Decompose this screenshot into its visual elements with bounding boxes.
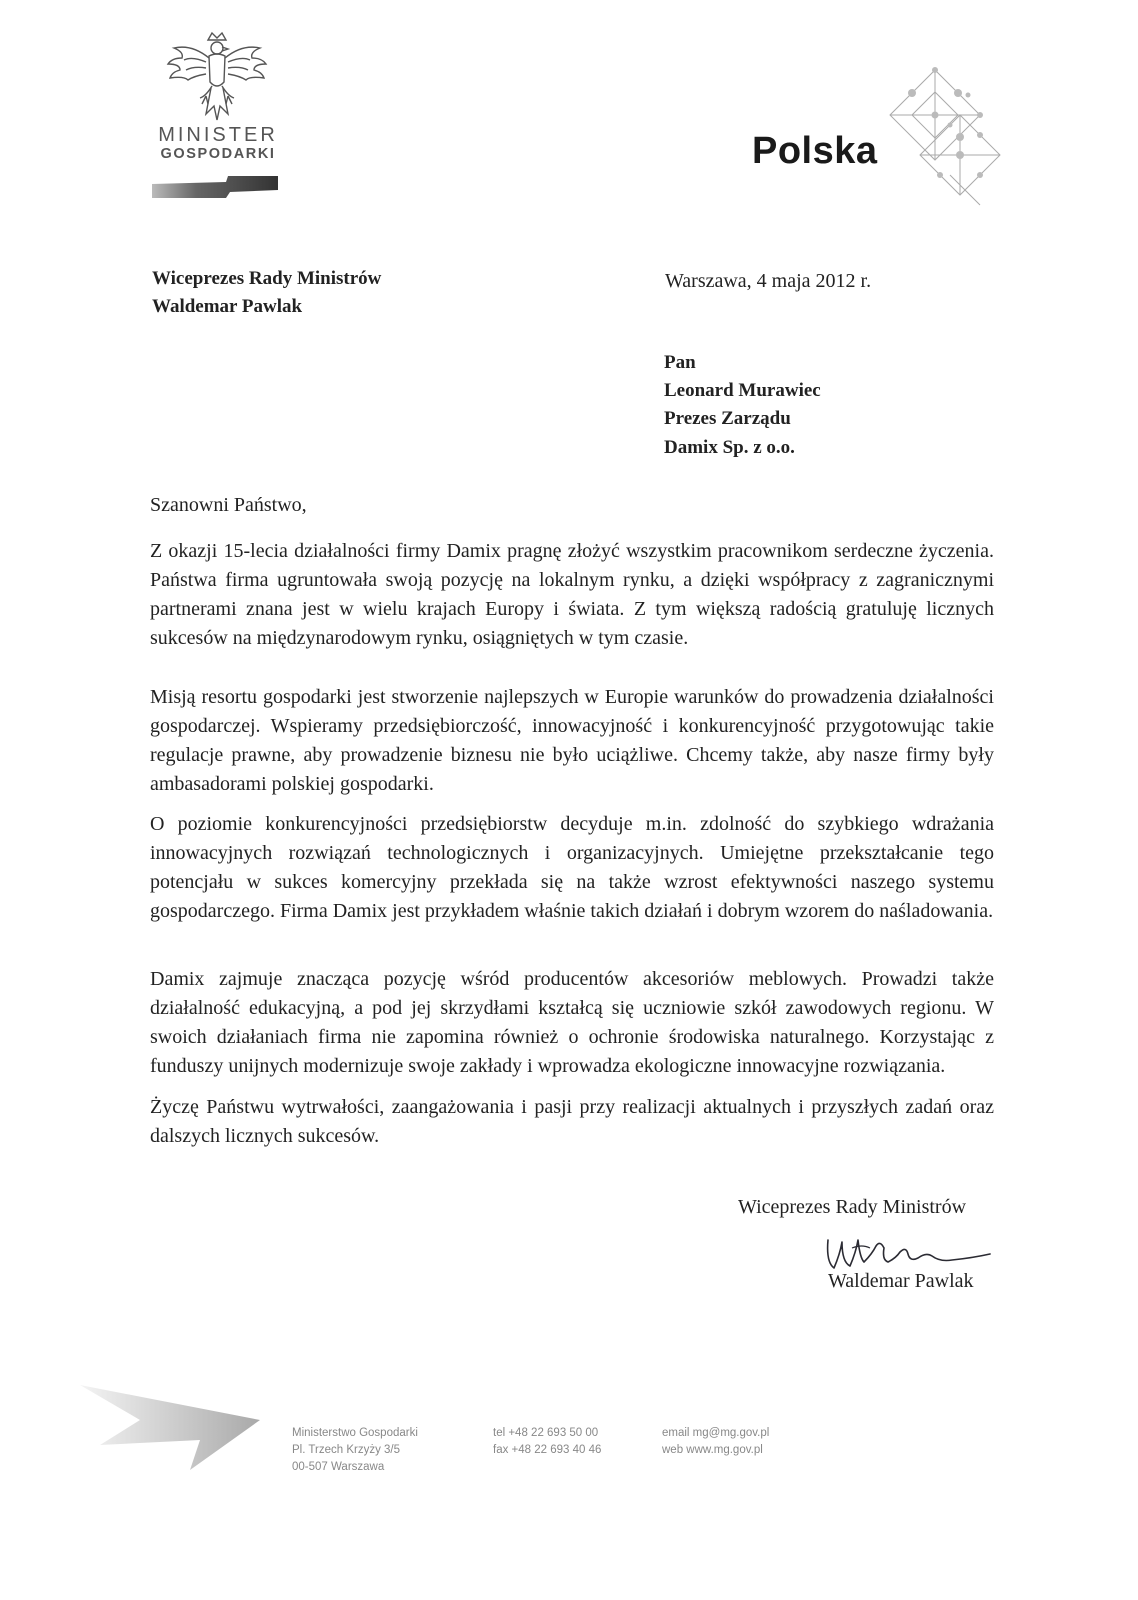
footer-arrow-graphic xyxy=(80,1365,280,1475)
logo-line-gospodarki: GOSPODARKI xyxy=(160,146,276,162)
footer-email-link[interactable]: email mg@mg.gov.pl xyxy=(662,1427,770,1439)
letter-paragraph: Misją resortu gospodarki jest stworzenie najlepszych w Europie warunków do prowadzenia działalności gospodarczej. Wspieramy przedsiębiorczość, innowacyjność i konkurencyjność przygotowując takie regulacje prawne, aby prowadzenie biznesu nie było uciążliwe. Chcemy także, aby nasze firmy były ambasadorami polskiej gospodarki. xyxy=(150,686,994,795)
closing-name: Waldemar Pawlak xyxy=(828,1270,974,1292)
footer-address xyxy=(292,1425,418,1476)
footer-online xyxy=(662,1425,769,1459)
logo-line-minister: MINISTER xyxy=(158,124,278,146)
footer-web-link[interactable]: web www.mg.gov.pl xyxy=(662,1444,763,1456)
polska-pattern-icon xyxy=(880,55,1010,215)
recipient-company: Damix Sp. z o.o. xyxy=(664,437,795,458)
flag-stripe-icon xyxy=(152,176,278,198)
footer-street: Pl. Trzech Krzyży 3/5 xyxy=(292,1444,401,1456)
footer-fax: fax +48 22 693 40 46 xyxy=(493,1444,602,1456)
letter-paragraph: O poziomie konkurencyjności przedsiębiorstw decyduje m.in. zdolność do szybkiego wdrażania innowacyjnych rozwiązań technologicznych i organizacyjnych. Umiejętne przekształcanie tego potencjału w sukces komercyjny przekłada się na także wzrost efektywności naszego systemu gospodarczego. Firma Damix jest przykładem właśnie takich działań i dobrym wzorem do naśladowania. xyxy=(150,813,994,922)
sender-name: Waldemar Pawlak xyxy=(152,296,303,317)
letter-paragraph: Życzę Państwu wytrwałości, zaangażowania i pasji przy realizacji aktualnych i przyszłych zadań oraz dalszych licznych sukcesów. xyxy=(150,1096,994,1147)
eagle-emblem-icon xyxy=(162,30,272,125)
date-line: Warszawa, 4 maja 2012 r. xyxy=(665,270,872,292)
polska-brand-word: Polska xyxy=(752,130,878,172)
footer-phone xyxy=(493,1425,601,1459)
recipient-salutation: Pan xyxy=(664,352,696,373)
footer-city: 00-507 Warszawa xyxy=(292,1461,385,1473)
letter-paragraph: Z okazji 15-lecia działalności firmy Damix pragnę złożyć wszystkim pracownikom serdeczne życzenia. Państwa firma ugruntowała swoją pozycję na lokalnym rynku, a dzięki współpracy z zagranicznymi partnerami znana jest w wielu krajach Europy i świata. Z tym większą radością gratuluję licznych sukcesów na międzynarodowym rynku, osiągniętych w tym czasie. xyxy=(150,540,994,649)
ministry-logo-text xyxy=(148,125,288,162)
recipient-name: Leonard Murawiec xyxy=(664,380,821,401)
letter-paragraph: Damix zajmuje znacząca pozycję wśród producentów akcesoriów meblowych. Prowadzi także działalność edukacyjną, a pod jej skrzydłami kształcą się uczniowie szkół zawodowych regionu. W swoich działaniach firma nie zapomina również o ochronie środowiska naturalnego. Korzystając z funduszy unijnych modernizuje swoje zakłady i wprowadza ekologiczne innowacyjne rozwiązania. xyxy=(150,968,994,1077)
sender-title: Wiceprezes Rady Ministrów xyxy=(152,268,382,289)
recipient-position: Prezes Zarządu xyxy=(664,408,791,429)
footer-org: Ministerstwo Gospodarki xyxy=(292,1427,418,1439)
letter-greeting: Szanowni Państwo, xyxy=(150,494,307,516)
footer-tel: tel +48 22 693 50 00 xyxy=(493,1427,599,1439)
closing-title: Wiceprezes Rady Ministrów xyxy=(738,1196,967,1218)
